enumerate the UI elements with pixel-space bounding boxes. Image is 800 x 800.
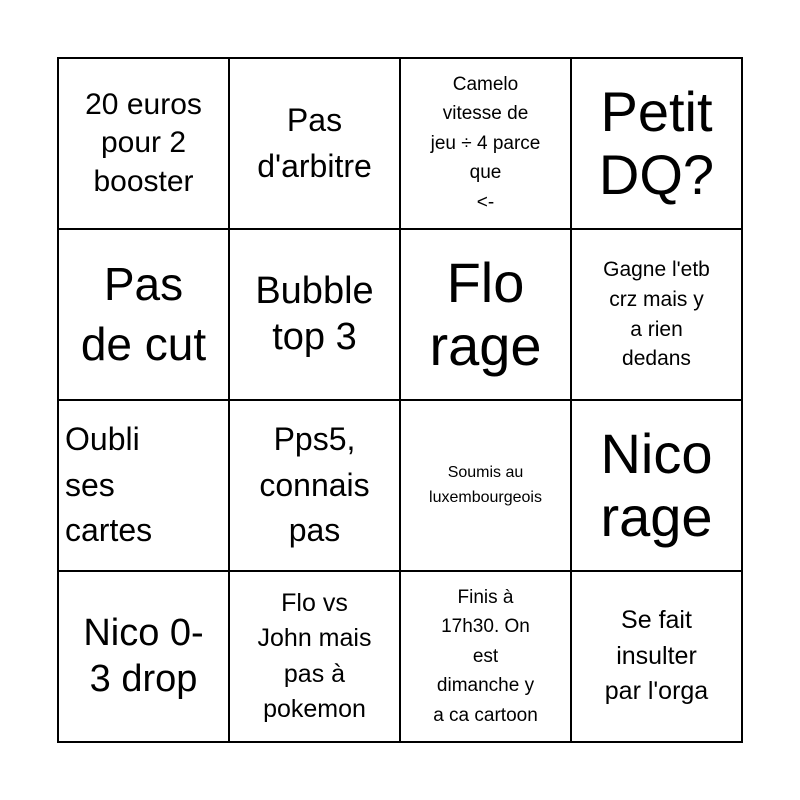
bingo-cell[interactable] xyxy=(572,572,743,743)
bingo-cell[interactable] xyxy=(572,401,743,572)
bingo-cell[interactable] xyxy=(59,401,230,572)
bingo-cell[interactable] xyxy=(401,401,572,572)
bingo-cell[interactable] xyxy=(230,572,401,743)
bingo-cell[interactable] xyxy=(401,230,572,401)
cell-text: Gagne l'etb crz mais y a rien dedans xyxy=(603,257,710,371)
bingo-cell[interactable] xyxy=(572,230,743,401)
bingo-cell[interactable] xyxy=(59,572,230,743)
cell-text: Nico rage xyxy=(600,421,713,548)
cell-text: Flo rage xyxy=(429,250,542,377)
cell-text: Bubble top 3 xyxy=(255,269,374,358)
bingo-cell[interactable] xyxy=(230,59,401,230)
bingo-cell[interactable] xyxy=(230,230,401,401)
cell-text: Pps5, connais pas xyxy=(259,421,370,549)
bingo-cell[interactable] xyxy=(401,59,572,230)
cell-text: Petit DQ? xyxy=(598,79,715,206)
bingo-board xyxy=(57,57,743,743)
bingo-cell[interactable] xyxy=(572,59,743,230)
cell-text: Pas de cut xyxy=(80,257,207,370)
cell-text: Se fait insulter par l'orga xyxy=(604,606,709,706)
cell-text: Oubli ses cartes xyxy=(65,421,153,549)
cell-text: 20 euros pour 2 booster xyxy=(85,88,202,198)
bingo-cell[interactable] xyxy=(401,572,572,743)
cell-text: Soumis au luxembourgeois xyxy=(429,463,542,506)
bingo-cell[interactable] xyxy=(59,59,230,230)
cell-text: Finis à 17h30. On est dimanche y a ca cartoon xyxy=(433,586,538,726)
bingo-cell[interactable] xyxy=(230,401,401,572)
bingo-cell[interactable] xyxy=(59,230,230,401)
cell-text: Nico 0- 3 drop xyxy=(83,611,204,700)
cell-text: Camelo vitesse de jeu ÷ 4 parce que <- xyxy=(430,73,541,213)
cell-text: Pas d'arbitre xyxy=(257,102,372,184)
cell-text: Flo vs John mais pas à pokemon xyxy=(257,588,372,723)
